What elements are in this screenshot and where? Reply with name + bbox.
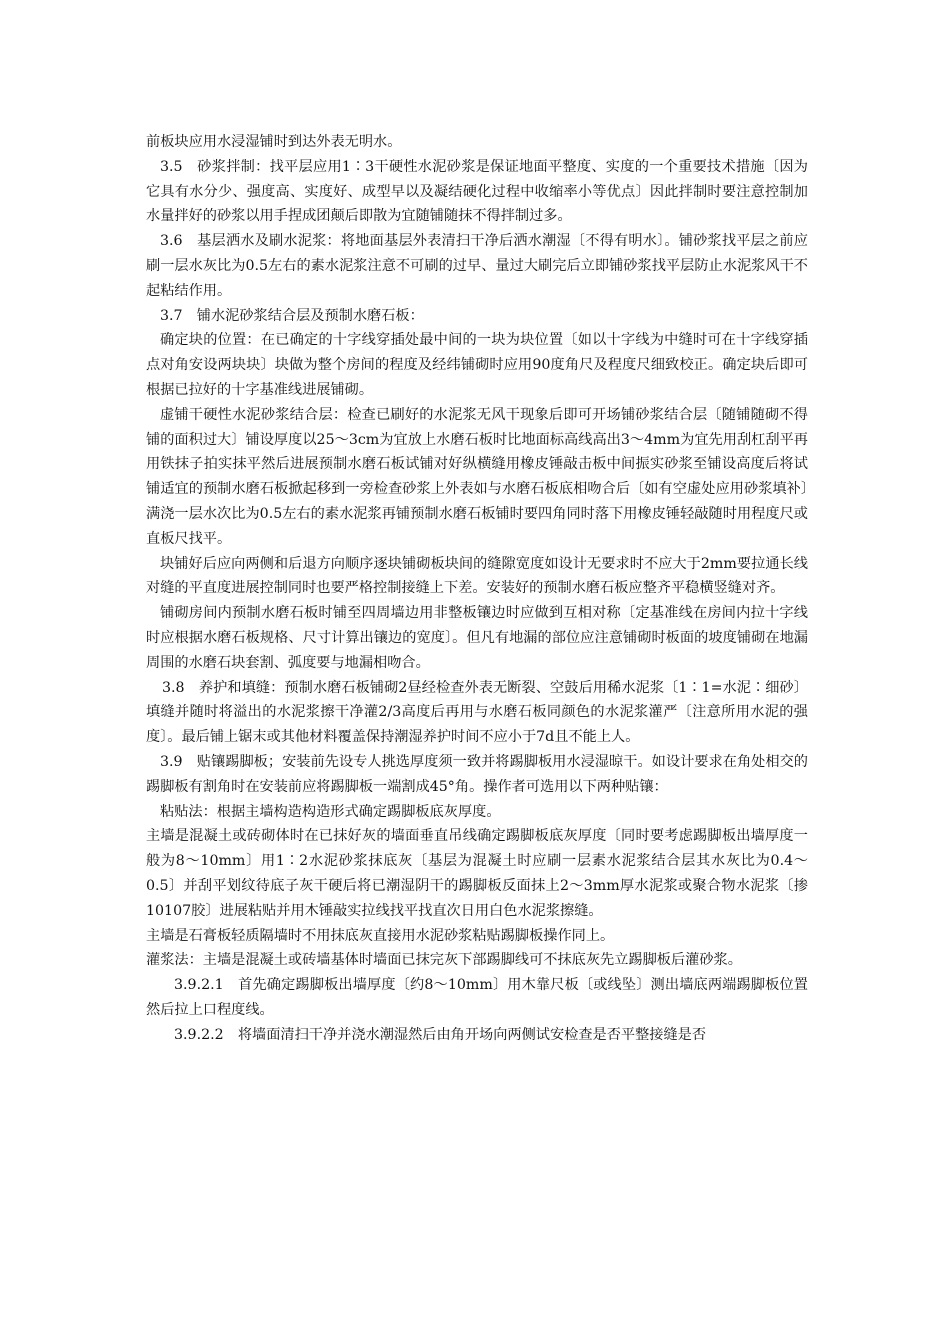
paragraph: 粘贴法：根据主墙构造构造形式确定踢脚板底灰厚度。 — [160, 803, 501, 820]
paragraph: 铺砌房间内预制水磨石板时铺至四周墙边用非整板镶边时应做到互相对称〔定基准线在房间内拉十字线时应根据水磨石板规格、尺寸计算出镶边的宽度〕。但凡有地漏的部位应注意铺砌时板面的坡度铺砌在地漏周围的水磨石块套割、弧度要与地漏相吻合。 — [146, 605, 808, 671]
paragraph: 前板块应用水浸湿铺时到达外表无明水。 — [146, 134, 402, 150]
paragraph-3-7: 3.7 铺水泥砂浆结合层及预制水磨石板： — [160, 307, 424, 324]
paragraph-3-8: 3.8 养护和填缝：预制水磨石板铺砌2昼经检查外表无断裂、空鼓后用稀水泥浆〔1∶1=水泥∶细砂〕填缝并随时将溢出的水泥浆擦干净灌2/3高度后再用与水磨石板同颜色的水泥浆灌严〔注意所用水泥的强度〕。最后铺上锯末或其他材料覆盖保持潮湿养护时间不应小于7d且不能上人。 — [146, 679, 808, 746]
document-body — [146, 130, 808, 1047]
paragraph-3-9-2-2: 3.9.2.2 将墙面清扫干净并浇水潮湿然后由角开场向两侧试安检查是否平整接缝是否 — [174, 1026, 707, 1043]
paragraph: 虚铺干硬性水泥砂浆结合层：检查已刷好的水泥浆无风干现象后即可开场铺砂浆结合层〔随铺随砌不得铺的面积过大〕铺设厚度以25～3cm为宜放上水磨石板时比地面标高线高出3～4mm为宜先用刮杠刮平再用铁抹子拍实抹平然后进展预制水磨石板试铺对好纵横缝用橡皮锤敲击板中间振实砂浆至铺设高度后将试铺适宜的预制水磨石板掀起移到一旁检查砂浆上外表如与水磨石板底相吻合后〔如有空虚处应用砂浆填补〕满浇一层水次比为0.5左右的素水泥浆再铺预制水磨石板铺时要四角同时落下用橡皮锤轻敲随时用程度尺或直板尺找平。 — [146, 406, 808, 547]
paragraph-3-9-2-1: 3.9.2.1 首先确定踢脚板出墙厚度〔约8～10mm〕用木靠尺板〔或线坠〕测出墙底两端踢脚板位置然后拉上口程度线。 — [146, 977, 808, 1018]
paragraph: 灌浆法：主墙是混凝土或砖墙基体时墙面已抹完灰下部踢脚线可不抹底灰先立踢脚板后灌砂浆。 — [146, 952, 742, 969]
paragraph-3-9: 3.9 贴镶踢脚板；安装前先设专人挑选厚度须一致并将踢脚板用水浸湿晾干。如设计要求在角处相交的踢脚板有割角时在安装前应将踢脚板一端割成45°角。操作者可选用以下两种贴镶： — [146, 753, 808, 795]
paragraph: 块铺好后应向两侧和后退方向顺序逐块铺砌板块间的缝隙宽度如设计无要求时不应大于2mm要拉通长线对缝的平直度进展控制同时也要严格控制接缝上下差。安装好的预制水磨石板应整齐平稳横竖缝对齐。 — [146, 555, 808, 597]
paragraph: 确定块的位置：在已确定的十字线穿插处最中间的一块为块位置〔如以十字线为中缝时可在十字线穿插点对角安设两块块〕块做为整个房间的程度及经纬铺砌时应用90度角尺及程度尺细致校正。确定块后即可根据已拉好的十字基准线进展铺砌。 — [146, 332, 808, 398]
paragraph: 主墙是混凝土或砖砌体时在已抹好灰的墙面垂直吊线确定踢脚板底灰厚度〔同时要考虑踢脚板出墙厚度一般为8～10mm〕用1∶2水泥砂浆抹底灰〔基层为混凝土时应刷一层素水泥浆结合层其水灰比为0.4～0.5〕并刮平划纹待底子灰干硬后将已潮湿阴干的踢脚板反面抹上2～3mm厚水泥浆或聚合物水泥浆〔掺10107胶〕进展粘贴并用木锤敲实拉线找平找直次日用白色水泥浆擦缝。 — [146, 828, 808, 919]
paragraph: 主墙是石膏板轻质隔墙时不用抹底灰直接用水泥砂浆粘贴踢脚板操作同上。 — [146, 927, 615, 944]
paragraph-3-6: 3.6 基层洒水及刷水泥浆：将地面基层外表清扫干净后洒水潮湿〔不得有明水〕。铺砂浆找平层之前应刷一层水灰比为0.5左右的素水泥浆注意不可刷的过早、量过大刷完后立即铺砂浆找平层防止水泥浆风干不起粘结作用。 — [146, 233, 808, 299]
paragraph-3-5: 3.5 砂浆拌制：找平层应用1∶3干硬性水泥砂浆是保证地面平整度、实度的一个重要技术措施〔因为它具有水分少、强度高、实度好、成型早以及凝结硬化过程中收缩率小等优点〕因此拌制时要注意控制加水量拌好的砂浆以用手捏成团颠后即散为宜随铺随抹不得拌制过多。 — [146, 158, 808, 225]
